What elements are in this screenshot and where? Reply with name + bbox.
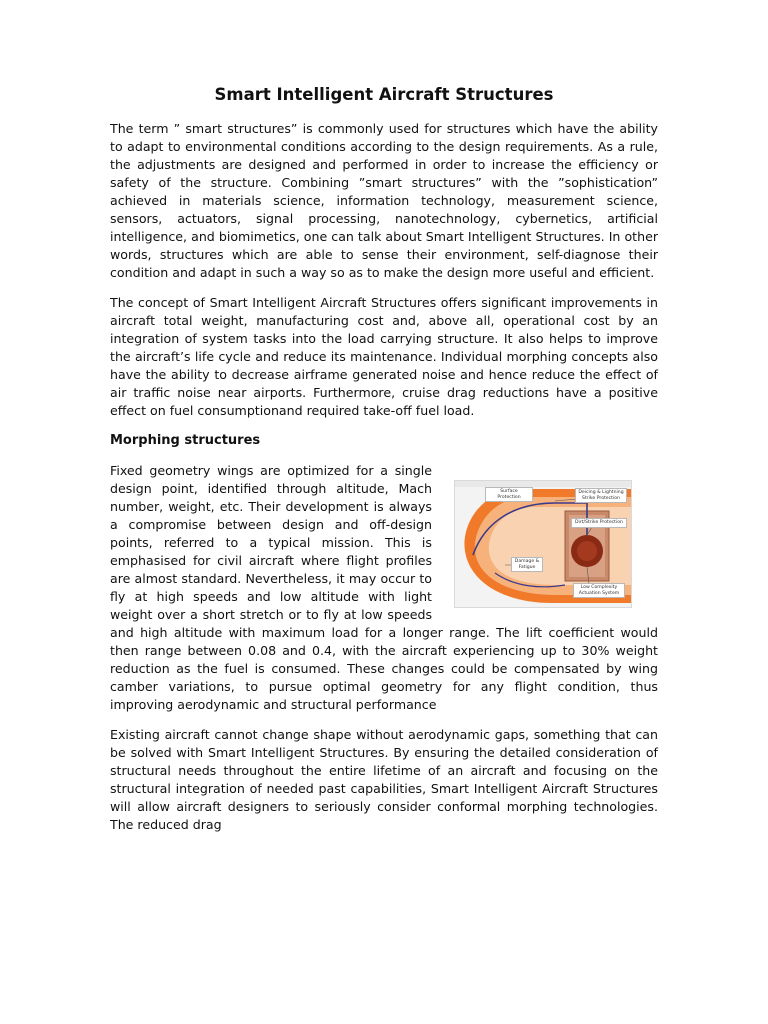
wing-leading-edge-figure (454, 480, 632, 608)
intro-paragraph: The term ” smart structures” is commonly used for structures which have the ability to adapt to environmental conditions according to the design requirements. As a rule, the adjustments are designed and performed in order to increase the efficiency or safety of the structure. Combining ”smart structures” with the ”sophistication” achieved in materials science, information technology, measurement science, sensors, actuators, signal processing, nanotechnology, cybernetics, artificial intelligence, and biomimetics, one can talk about Smart Intelligent Structures. In other words, structures which are able to sense their environment, self-diagnose their condition and adapt in such a way so as to make the design more useful and efficient. (110, 121, 658, 280)
low-complexity-label: Low Complexity Actuation System (573, 583, 625, 598)
concept-paragraph: The concept of Smart Intelligent Aircraft Structures offers significant improvements in aircraft total weight, manufacturing cost and, above all, operational cost by an integration of system tasks into the load carrying structure. It also helps to improve the aircraft’s life cycle and reduce its maintenance. Individual morphing concepts also have the ability to decrease airframe generated noise and hence reduce the effect of air traffic noise near airports. Furthermore, cruise drag reductions have a positive effect on fuel consumptionand required take-off fuel load. (110, 295, 658, 418)
document-page (110, 84, 658, 846)
damage-fatigue-label: Damage & Fatigue (511, 557, 543, 572)
document-title: Smart Intelligent Aircraft Structures (214, 85, 554, 104)
section-heading: Morphing structures (110, 433, 261, 448)
deicing-label: Deicing & Lightning Strike Protection (575, 488, 627, 503)
morphing-paragraph: Fixed geometry wings are optimized for a single design point, identified through altitude, Mach number, weight, etc. Their development is always a compromise between design and off-design points, referred to a typical mission. This is emphasised for civil aircraft where flight profiles are almost standard. Nevertheless, it may occur to fly at high speeds and low altitude with light weight over a short stretch or to fly at low speeds and high altitude with maximum load for a longer range. The lift coefficient would then range between 0.08 and 0.4, with the aircraft experiencing up to 30% weight reduction as the fuel is consumed. These changes could be compensated by wing camber variations, to pursue optimal geometry for any flight condition, thus improving aerodynamic and structural performance (110, 463, 658, 712)
existing-aircraft-paragraph: Existing aircraft cannot change shape without aerodynamic gaps, something that can be solved with Smart Intelligent Structures. By ensuring the detailed consideration of structural needs throughout the entire lifetime of an aircraft and focusing on the structural integration of needed past capabilities, Smart Intelligent Aircraft Structures will allow aircraft designers to seriously consider conformal morphing technologies. The reduced drag (110, 727, 658, 832)
surface-protection-label: Surface Protection (485, 487, 533, 502)
dirt-strike-label: Dirt/Strike Protection (571, 518, 627, 528)
